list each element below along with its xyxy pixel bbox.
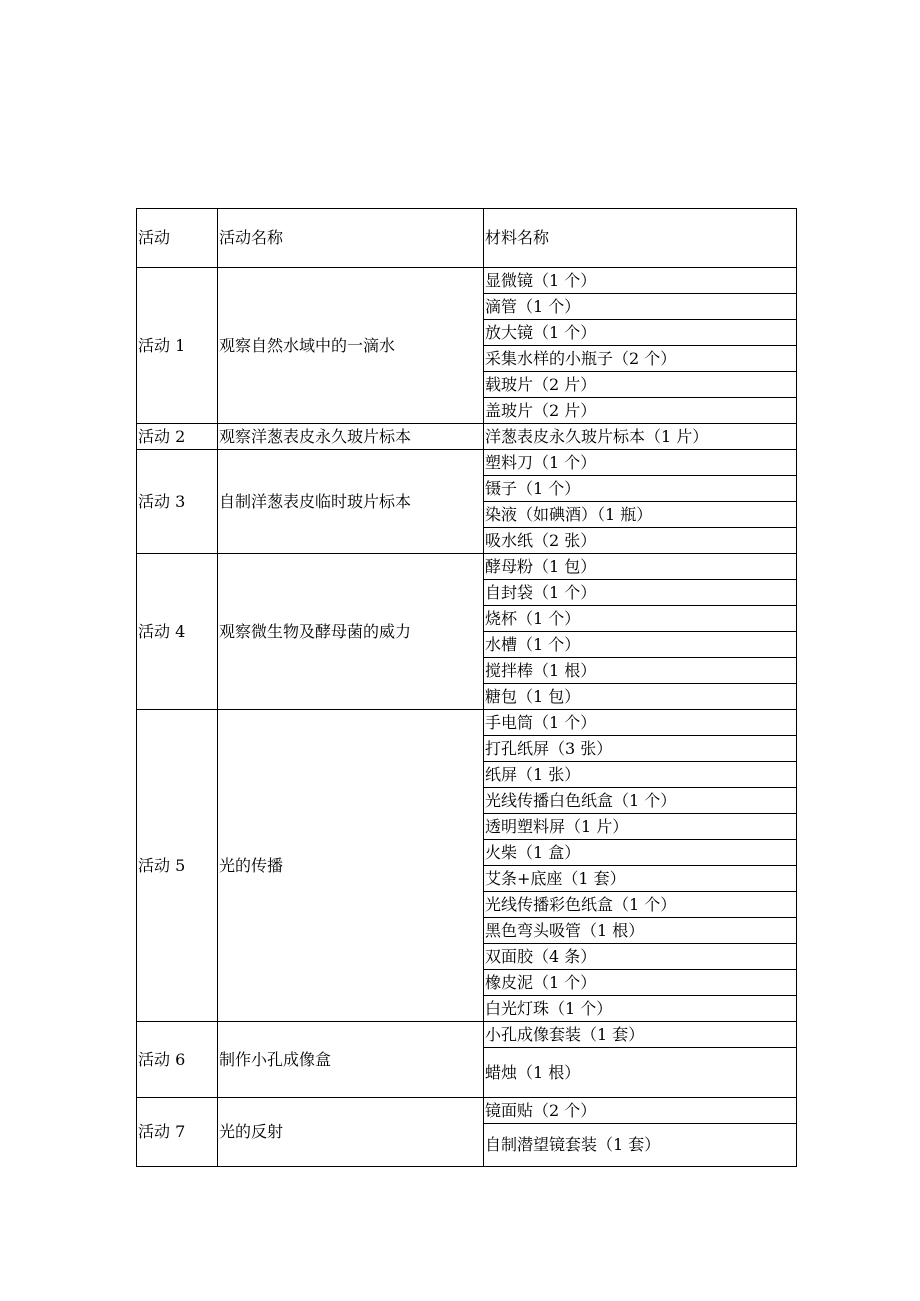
activity-name-cell: 观察洋葱表皮永久玻片标本 (218, 424, 484, 450)
table-row (137, 268, 797, 294)
activity-name-cell: 光的反射 (218, 1098, 484, 1167)
material-cell: 纸屏（1 张） (484, 762, 797, 788)
activity-name-cell: 观察自然水域中的一滴水 (218, 268, 484, 424)
material-cell: 双面胶（4 条） (484, 944, 797, 970)
header-activity: 活动 (137, 209, 218, 268)
material-cell: 透明塑料屏（1 片） (484, 814, 797, 840)
material-cell: 吸水纸（2 张） (484, 528, 797, 554)
material-cell: 洋葱表皮永久玻片标本（1 片） (484, 424, 797, 450)
material-cell: 滴管（1 个） (484, 294, 797, 320)
material-cell: 手电筒（1 个） (484, 710, 797, 736)
material-cell: 自封袋（1 个） (484, 580, 797, 606)
activity-name-cell: 制作小孔成像盒 (218, 1022, 484, 1098)
activity-cell: 活动 4 (137, 554, 218, 710)
table-row (137, 554, 797, 580)
material-cell: 小孔成像套装（1 套） (484, 1022, 797, 1048)
table-row (137, 450, 797, 476)
material-cell: 采集水样的小瓶子（2 个） (484, 346, 797, 372)
header-materials: 材料名称 (484, 209, 797, 268)
table-row (137, 710, 797, 736)
material-cell: 镜面贴（2 个） (484, 1098, 797, 1124)
activity-cell: 活动 1 (137, 268, 218, 424)
material-cell: 黑色弯头吸管（1 根） (484, 918, 797, 944)
activity-name-cell: 光的传播 (218, 710, 484, 1022)
material-cell: 白光灯珠（1 个） (484, 996, 797, 1022)
material-cell: 自制潜望镜套装（1 套） (484, 1124, 797, 1167)
material-cell: 盖玻片（2 片） (484, 398, 797, 424)
material-cell: 搅拌棒（1 根） (484, 658, 797, 684)
material-cell: 酵母粉（1 包） (484, 554, 797, 580)
activity-cell: 活动 2 (137, 424, 218, 450)
material-cell: 显微镜（1 个） (484, 268, 797, 294)
header-row (137, 209, 797, 268)
materials-table (136, 208, 797, 1167)
material-cell: 蜡烛（1 根） (484, 1048, 797, 1098)
materials-table-body (137, 209, 797, 1167)
material-cell: 水槽（1 个） (484, 632, 797, 658)
activity-cell: 活动 3 (137, 450, 218, 554)
table-row (137, 424, 797, 450)
material-cell: 橡皮泥（1 个） (484, 970, 797, 996)
material-cell: 载玻片（2 片） (484, 372, 797, 398)
activity-cell: 活动 6 (137, 1022, 218, 1098)
activity-name-cell: 自制洋葱表皮临时玻片标本 (218, 450, 484, 554)
material-cell: 艾条+底座（1 套） (484, 866, 797, 892)
activity-cell: 活动 5 (137, 710, 218, 1022)
material-cell: 镊子（1 个） (484, 476, 797, 502)
material-cell: 光线传播彩色纸盒（1 个） (484, 892, 797, 918)
material-cell: 光线传播白色纸盒（1 个） (484, 788, 797, 814)
material-cell: 火柴（1 盒） (484, 840, 797, 866)
table-row (137, 1022, 797, 1048)
material-cell: 放大镜（1 个） (484, 320, 797, 346)
material-cell: 染液（如碘酒）（1 瓶） (484, 502, 797, 528)
table-row (137, 1098, 797, 1124)
material-cell: 糖包（1 包） (484, 684, 797, 710)
activity-cell: 活动 7 (137, 1098, 218, 1167)
material-cell: 塑料刀（1 个） (484, 450, 797, 476)
header-activity-name: 活动名称 (218, 209, 484, 268)
material-cell: 烧杯（1 个） (484, 606, 797, 632)
material-cell: 打孔纸屏（3 张） (484, 736, 797, 762)
activity-name-cell: 观察微生物及酵母菌的威力 (218, 554, 484, 710)
